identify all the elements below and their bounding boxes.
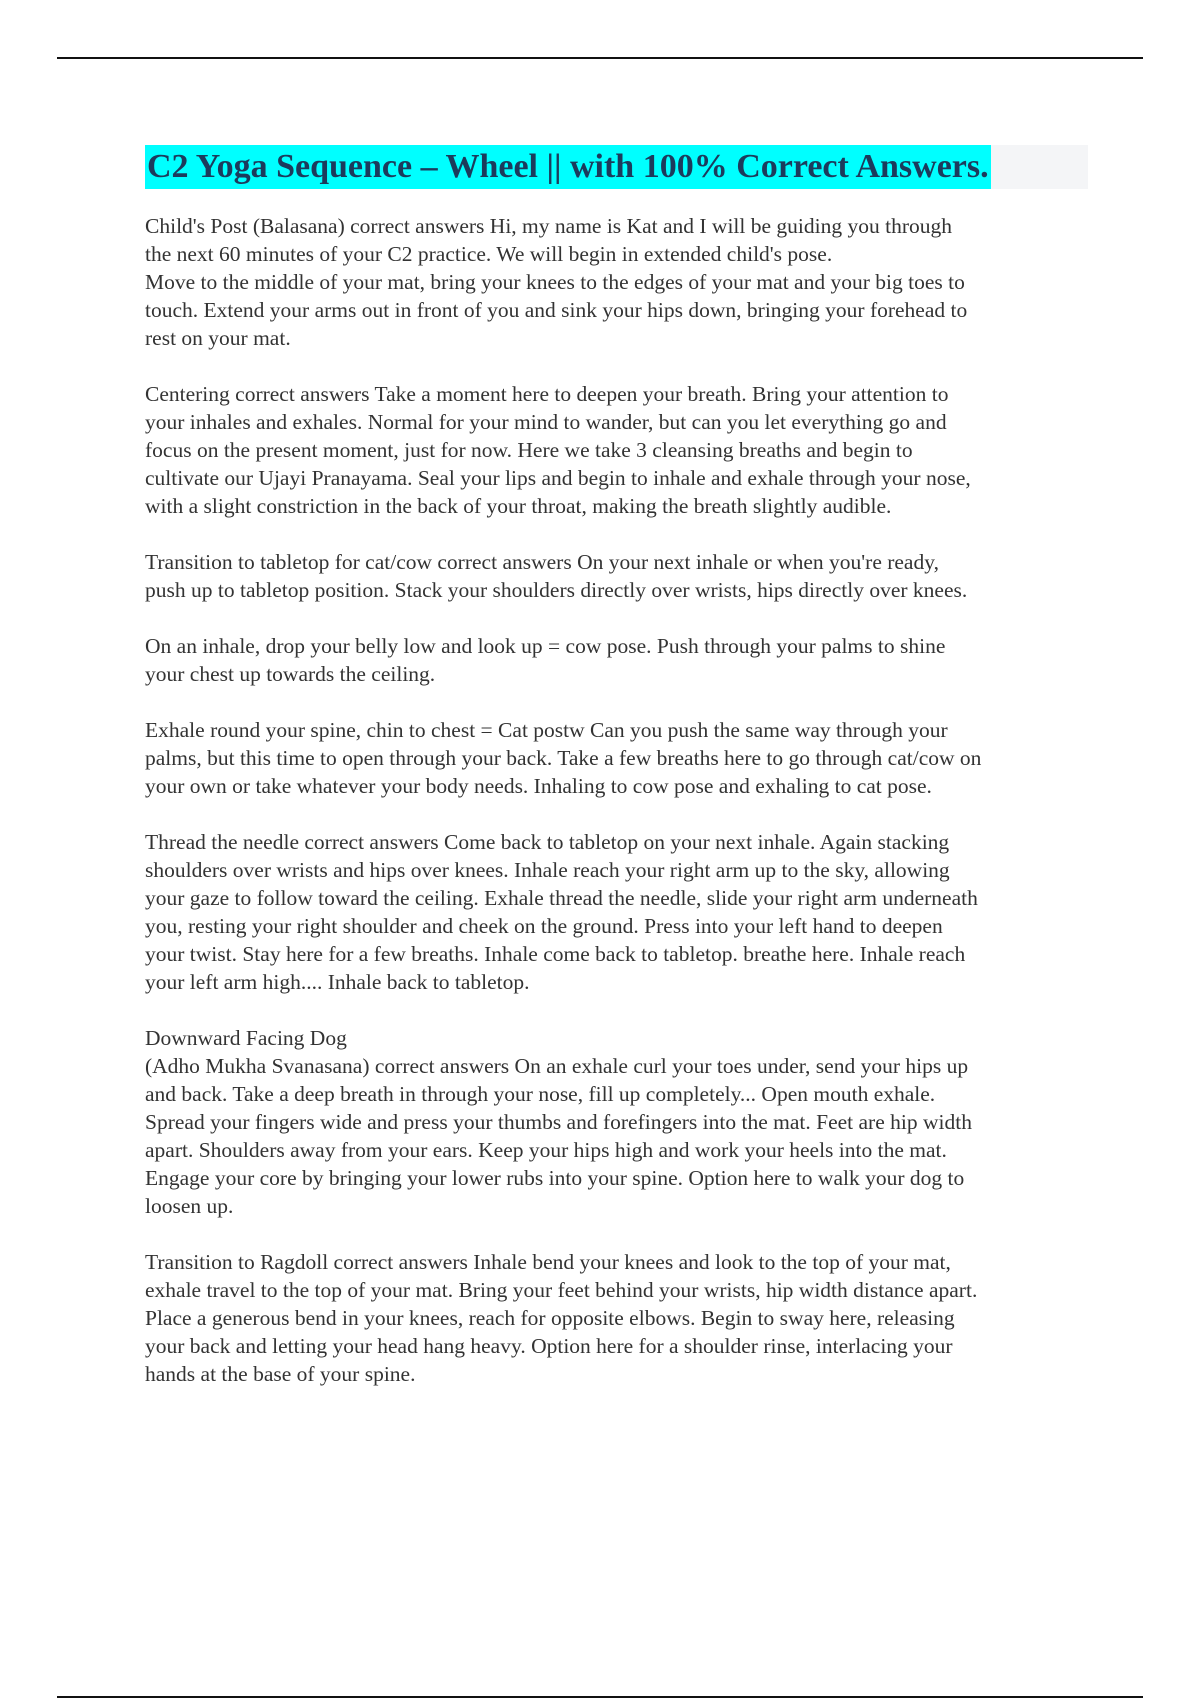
text-line: your chest up towards the ceiling.	[145, 662, 436, 686]
text-line: your twist. Stay here for a few breaths. Inhale come back to tabletop. breathe here. Inhale reach	[145, 942, 966, 966]
text-line: Centering correct answers Take a moment here to deepen your breath. Bring your attention to	[145, 382, 949, 406]
text-line: apart. Shoulders away from your ears. Keep your hips high and work your heels into the mat.	[145, 1138, 947, 1162]
text-line: loosen up.	[145, 1194, 234, 1218]
text-line: Transition to Ragdoll correct answers Inhale bend your knees and look to the top of your mat,	[145, 1250, 951, 1274]
text-line: Downward Facing Dog	[145, 1026, 347, 1050]
text-line: your gaze to follow toward the ceiling. Exhale thread the needle, slide your right arm underneath	[145, 886, 978, 910]
bottom-rule	[57, 1696, 1143, 1698]
text-line: your left arm high.... Inhale back to tabletop.	[145, 970, 530, 994]
text-line: rest on your mat.	[145, 326, 291, 350]
text-line: (Adho Mukha Svanasana) correct answers On an exhale curl your toes under, send your hips up	[145, 1054, 969, 1078]
text-line: Exhale round your spine, chin to chest = Cat postw Can you push the same way through your	[145, 718, 948, 742]
document-title: C2 Yoga Sequence – Wheel || with 100% Correct Answers.	[145, 145, 991, 189]
text-line: Transition to tabletop for cat/cow correct answers On your next inhale or when you're ready,	[145, 550, 939, 574]
paragraph-cow-pose	[145, 632, 1090, 688]
text-line: push up to tabletop position. Stack your shoulders directly over wrists, hips directly over knees.	[145, 578, 968, 602]
paragraph-thread-the-needle	[145, 828, 1090, 996]
paragraph-cat-pose	[145, 716, 1090, 800]
text-line: touch. Extend your arms out in front of you and sink your hips down, bringing your forehead to	[145, 298, 968, 322]
text-line: with a slight constriction in the back of your throat, making the breath slightly audible.	[145, 494, 892, 518]
paragraph-tabletop	[145, 548, 1090, 604]
text-line: Move to the middle of your mat, bring your knees to the edges of your mat and your big toes to	[145, 270, 965, 294]
text-line: hands at the base of your spine.	[145, 1362, 416, 1386]
text-line: Thread the needle correct answers Come back to tabletop on your next inhale. Again stacking	[145, 830, 950, 854]
text-line: you, resting your right shoulder and cheek on the ground. Press into your left hand to deepen	[145, 914, 943, 938]
text-line: your own or take whatever your body needs. Inhaling to cow pose and exhaling to cat pose.	[145, 774, 932, 798]
text-line: Child's Post (Balasana) correct answers Hi, my name is Kat and I will be guiding you through	[145, 214, 952, 238]
text-line: Spread your fingers wide and press your thumbs and forefingers into the mat. Feet are hip width	[145, 1110, 972, 1134]
top-rule	[57, 57, 1143, 59]
document-body	[145, 212, 1090, 1416]
text-line: cultivate our Ujayi Pranayama. Seal your lips and begin to inhale and exhale through your nose,	[145, 466, 971, 490]
text-line: your inhales and exhales. Normal for your mind to wander, but can you let everything go and	[145, 410, 947, 434]
text-line: shoulders over wrists and hips over knees. Inhale reach your right arm up to the sky, allowing	[145, 858, 950, 882]
text-line: Engage your core by bringing your lower rubs into your spine. Option here to walk your dog to	[145, 1166, 965, 1190]
text-line: exhale travel to the top of your mat. Bring your feet behind your wrists, hip width distance apart.	[145, 1278, 978, 1302]
text-line: focus on the present moment, just for now. Here we take 3 cleansing breaths and begin to	[145, 438, 913, 462]
text-line: the next 60 minutes of your C2 practice. We will begin in extended child's pose.	[145, 242, 833, 266]
paragraph-centering	[145, 380, 1090, 520]
text-line: your back and letting your head hang heavy. Option here for a shoulder rinse, interlacing your	[145, 1334, 953, 1358]
text-line: and back. Take a deep breath in through your nose, fill up completely... Open mouth exhale.	[145, 1082, 936, 1106]
text-line: palms, but this time to open through your back. Take a few breaths here to go through cat/cow on	[145, 746, 982, 770]
paragraph-childs-pose	[145, 212, 1090, 352]
text-line: Place a generous bend in your knees, reach for opposite elbows. Begin to sway here, releasing	[145, 1306, 955, 1330]
paragraph-downward-dog	[145, 1024, 1090, 1220]
paragraph-ragdoll	[145, 1248, 1090, 1388]
text-line: On an inhale, drop your belly low and look up = cow pose. Push through your palms to shine	[145, 634, 946, 658]
